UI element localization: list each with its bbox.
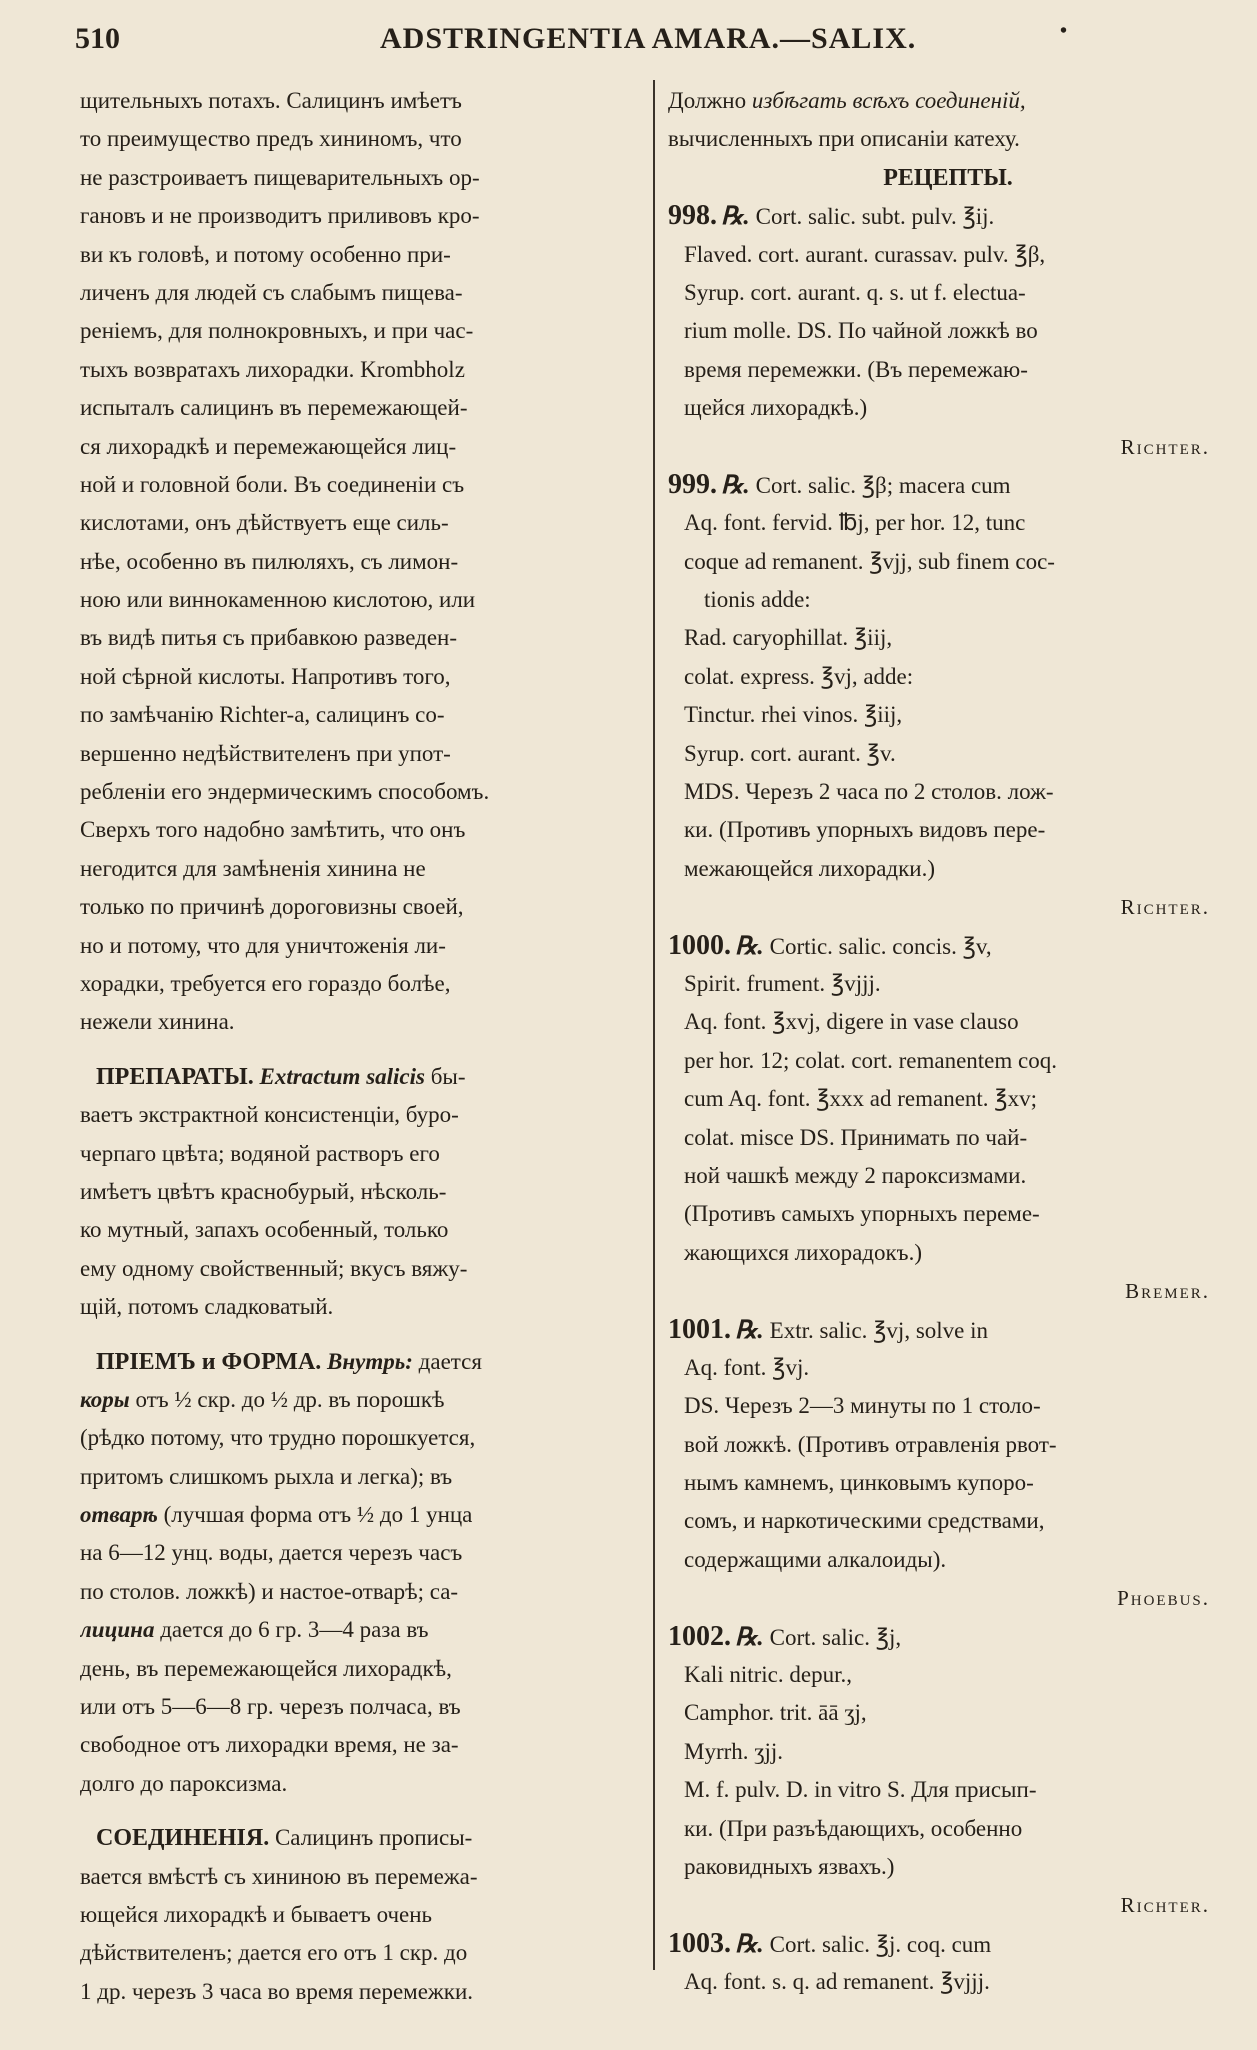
line-text: раковидныхъ язвахъ.) [684,1853,895,1879]
text-line [80,1765,640,1803]
text-line [668,1080,1228,1118]
recipe-number: 999. [668,468,717,500]
line-text: per hor. 12; colat. cort. remanentem coq. [684,1047,1057,1073]
text-line [80,120,640,158]
line-text: вычисленныхъ при описаніи катеху. [668,126,1020,152]
line-text: черпаго цвѣта; водяной растворъ его [80,1140,440,1166]
line-text: гановъ и не производитъ приливовъ кро- [80,203,480,229]
text-line [668,1502,1228,1540]
line-text: Cort. salic. ℥j, [769,1624,902,1650]
text-line [80,1496,640,1534]
text-line [668,1656,1228,1694]
line-text: tionis adde: [704,587,811,613]
line-text: Aq. font. ℥vj. [684,1354,810,1380]
line-text: ной чашкѣ между 2 пароксизмами. [684,1162,1027,1188]
text-line [80,1250,640,1288]
line-text: Flaved. cort. aurant. curassav. pulv. ℥β, [684,241,1046,267]
text-line [80,1819,640,1857]
text-line [80,658,640,696]
line-text: (рѣдко потому, что трудно порошкуется, [80,1425,476,1451]
text-line [668,773,1228,811]
line-text: день, въ перемежающейся лихорадкѣ, [80,1655,452,1681]
text-line [80,351,640,389]
recipe-symbol: ℞. [735,1316,764,1344]
running-title: ADSTRINGENTIA AMARA.—SALIX. [380,22,917,55]
text-line [80,1858,640,1896]
line-text: негодится для замѣненія хинина не [80,855,426,881]
line-text: ваетъ экстрактной консистенціи, буро- [80,1102,459,1128]
text-line [668,1733,1228,1771]
text-line [668,120,1228,158]
text-line [80,1573,640,1611]
line-text: M. f. pulv. D. in vitro S. Для присып- [684,1777,1037,1803]
text-line [80,543,640,581]
line-text: Kali nitric. depur., [684,1662,852,1688]
right-column [668,82,1228,2002]
line-text: DS. Черезъ 2—3 минуты по 1 столо- [684,1393,1041,1419]
line-text: свободное отъ лихорадки время, не за- [80,1732,459,1758]
text-line [80,1135,640,1173]
line-text: притомъ слишкомъ рыхла и легка); въ [80,1463,453,1489]
line-text: ки. (Противъ упорныхъ видовъ пере- [684,817,1046,843]
text-line [668,1810,1228,1848]
line-text: бы- [424,1063,466,1089]
recipe-symbol: ℞. [735,1930,764,1958]
line-text: ки. (При разъѣдающихъ, особенно [684,1815,1023,1841]
author-attribution [668,1272,1228,1310]
line-text: Syrup. cort. aurant. ℥v. [684,740,896,766]
line-text: или отъ 5—6—8 гр. черезъ полчаса, въ [80,1694,461,1720]
text-line [668,351,1228,389]
line-text: только по причинѣ дороговизны своей, [80,894,464,920]
text-line [668,389,1228,427]
line-text: въ видѣ питья съ прибавкою разведен- [80,625,458,651]
text-line [80,197,640,235]
column-rule [653,80,655,1970]
line-text: реніемъ, для полнокровныхъ, и при час- [80,318,474,344]
line-text: cum Aq. font. ℥xxx ad remanent. ℥xv; [684,1086,1037,1112]
text-line [668,1003,1228,1041]
line-text: (Противъ самыхъ упорныхъ переме- [684,1201,1040,1227]
recipe-line [668,197,1228,235]
author-attribution [668,428,1228,466]
line-text: Aq. font. s. q. ad remanent. ℥vjjj. [684,1969,990,1995]
text-line [668,696,1228,734]
text-line [668,1042,1228,1080]
text-line [668,1119,1228,1157]
line-text: 1 др. черезъ 3 часа во время перемежки. [80,1978,474,2004]
text-line [80,1688,640,1726]
text-line [80,1650,640,1688]
italic-text: лицина [80,1617,155,1643]
text-line [80,1003,640,1041]
italic-text: коры [80,1386,130,1412]
recipe-number: 1000. [668,929,731,961]
line-text: нымъ камнемъ, цинковымъ купоро- [684,1470,1034,1496]
line-text: вершенно недѣйствителенъ при упот- [80,740,451,766]
line-text: сомъ, и наркотическими средствами, [684,1508,1045,1534]
italic-text: Extractum salicis [259,1063,425,1089]
text-line [80,811,640,849]
running-header [75,14,1202,64]
text-line [80,1211,640,1249]
text-line [668,236,1228,274]
text-line [80,1096,640,1134]
recipe-line [668,1925,1228,1963]
line-text: вой ложкѣ. (Противъ отравленія рвот- [684,1431,1057,1457]
line-text: хорадки, требуется его гораздо болѣе, [80,970,451,996]
text-line [668,619,1228,657]
recipe-line [668,1311,1228,1349]
line-text: отъ ½ скр. до ½ др. въ порошкѣ [129,1386,445,1412]
line-text: межающейся лихорадки.) [684,855,936,881]
text-line [80,1288,640,1326]
line-text: щительныхъ потахъ. Салицинъ имѣетъ [80,88,462,113]
line-text: Extr. salic. ℥vj, solve in [769,1317,989,1343]
recipe-symbol: ℞. [721,203,750,231]
line-text: дается до 6 гр. 3—4 раза въ [154,1617,429,1643]
author-attribution [668,1579,1228,1617]
text-line [80,696,640,734]
text-line [80,927,640,965]
author-attribution [668,888,1228,926]
line-text: coque ad remanent. ℥vjj, sub finem coc- [684,548,1055,574]
line-text: Aq. font. fervid. ℔j, per hor. 12, tunc [684,510,1026,536]
line-text: Cort. salic. ℥j. coq. cum [769,1931,992,1957]
line-text: дается [412,1348,482,1374]
left-column [80,82,640,2011]
author-name: Richter. [1120,895,1210,920]
text-line [668,581,1228,619]
text-line [80,1343,640,1381]
text-line [80,1419,640,1457]
text-line [80,735,640,773]
line-text: на 6—12 унц. воды, дается черезъ часъ [80,1540,463,1566]
author-name: Richter. [1120,434,1210,459]
author-attribution [668,1886,1228,1924]
line-text: ви къ головѣ, и потому особенно при- [80,241,451,267]
text-line [80,773,640,811]
line-text: Tinctur. rhei vinos. ℥iij, [684,702,903,728]
line-text: личенъ для людей съ слабымъ пищева- [80,279,463,305]
italic-text: Внутрь: [327,1348,413,1374]
recipe-number: 998. [668,200,717,232]
line-text: Spirit. frument. ℥vjjj. [684,970,881,996]
text-line [80,504,640,542]
text-line [80,1458,640,1496]
line-text: Должно [668,88,752,113]
text-line [80,1896,640,1934]
line-text: colat. express. ℥vj, adde: [684,663,914,689]
line-text: не разстроиваетъ пищеварительныхъ ор- [80,164,480,190]
text-line [80,581,640,619]
line-text: ребленіи его эндермическимъ способомъ. [80,779,490,805]
text-line [80,236,640,274]
text-line [668,543,1228,581]
line-text: rium molle. DS. По чайной ложкѣ во [684,318,1038,344]
text-line [80,965,640,1003]
recipe-line [668,466,1228,504]
text-line [668,1541,1228,1579]
text-line [80,312,640,350]
line-text: по замѣчанію Richter-а, салицинъ со- [80,702,445,728]
line-text: тыхъ возвратахъ лихорадки. Krombholz [80,356,465,382]
line-text: ему одному свойственный; вкусъ вяжу- [80,1255,468,1281]
line-text: ющейся лихорадкѣ и бываетъ очень [80,1901,433,1927]
text-line [668,312,1228,350]
text-line [80,1534,640,1572]
line-text: долго до пароксизма. [80,1770,288,1796]
line-text: Camphor. trit. āā ʒj, [684,1700,867,1726]
text-line [80,1934,640,1972]
line-text: содержащими алкалоиды). [684,1546,947,1572]
line-text: но и потому, что для уничтоженія ли- [80,932,446,958]
subsection-heading: СОЕДИНЕНІЯ. [96,1825,270,1852]
text-line [668,658,1228,696]
line-text: Cort. salic. subt. pulv. ℥ij. [755,204,995,230]
line-text: время перемежки. (Въ перемежаю- [684,356,1028,382]
line-text: ной сѣрной кислоты. Напротивъ того, [80,663,451,689]
line-text: нѣе, особенно въ пилюляхъ, съ лимон- [80,548,459,574]
text-line [80,159,640,197]
line-text: Aq. font. ℥xvj, digere in vase clauso [684,1009,1019,1035]
text-line [668,274,1228,312]
line-text: ною или виннокаменною кислотою, или [80,587,476,613]
line-text: Myrrh. ʒjj. [684,1738,784,1764]
line-text: (лучшая форма отъ ½ до 1 унца [157,1502,473,1528]
subsection-heading: ПРІЕМЪ и ФОРМА. [96,1348,322,1375]
text-line [80,82,640,120]
text-line [668,1234,1228,1272]
text-line [80,1973,640,2011]
text-line [668,1387,1228,1425]
italic-text: отварѣ [80,1502,158,1528]
recipe-symbol: ℞. [735,1623,764,1651]
line-text: щій, потомъ сладковатый. [80,1294,334,1320]
text-line [80,888,640,926]
line-text: по столов. ложкѣ) и настое-отварѣ; са- [80,1578,459,1604]
author-name: Richter. [1120,1893,1210,1918]
line-text: вается вмѣстѣ съ хининою въ перемежа- [80,1863,478,1889]
italic-text: избѣгать всѣхъ соединеній, [751,88,1026,113]
page-number: 510 [75,22,120,55]
line-text: Rad. caryophillat. ℥iij, [684,625,893,651]
text-line [668,811,1228,849]
recipe-line [668,1618,1228,1656]
recipe-line [668,927,1228,965]
text-line [80,1726,640,1764]
text-line [668,1963,1228,2001]
line-text: Cort. salic. ℥β; macera cum [755,472,1011,498]
line-text: ной и головной боли. Въ соединеніи съ [80,471,465,497]
text-line [668,1426,1228,1464]
recipe-number: 1003. [668,1927,731,1959]
line-text: кислотами, онъ дѣйствуетъ еще силь- [80,510,449,536]
text-line [668,1771,1228,1809]
text-line [80,1381,640,1419]
text-line [668,1349,1228,1387]
recipe-symbol: ℞. [721,471,750,499]
line-text: жающихся лихорадокъ.) [684,1239,922,1265]
line-text: то преимущество предъ хининомъ, что [80,126,462,152]
text-line [80,619,640,657]
text-line [80,274,640,312]
line-text: дѣйствителенъ; дается его отъ 1 скр. до [80,1940,468,1966]
header-mark: • [1059,20,1067,42]
line-text: colat. misce DS. Принимать по чай- [684,1124,1028,1150]
text-line [80,1173,640,1211]
paragraph-gap [80,1327,640,1343]
line-text: Cortic. salic. concis. ℥v, [769,933,992,959]
line-text: Сверхъ того надобно замѣтить, что онъ [80,817,466,843]
line-text: щейся лихорадкѣ.) [684,395,868,421]
text-line [668,1694,1228,1732]
text-line [668,735,1228,773]
text-line [668,850,1228,888]
paragraph-gap [80,1042,640,1058]
recipe-number: 1001. [668,1313,731,1345]
text-line [80,1611,640,1649]
text-line [80,466,640,504]
text-line [80,428,640,466]
line-text: ся лихорадкѣ и перемежающейся лиц- [80,433,457,459]
line-text: ко мутный, запахъ особенный, только [80,1217,449,1243]
section-heading [668,159,1228,197]
line-text: Syrup. cort. aurant. q. s. ut f. electua- [684,279,1026,305]
line-text: MDS. Черезъ 2 часа по 2 столов. лож- [684,779,1054,805]
text-line [668,1464,1228,1502]
section-heading-text: РЕЦЕПТЫ. [883,164,1013,191]
author-name: Bremer. [1125,1279,1210,1304]
line-text: испыталъ салицинъ въ перемежающей- [80,395,468,421]
text-line [668,1157,1228,1195]
text-line [80,1058,640,1096]
paragraph-gap [80,1803,640,1819]
line-text: имѣетъ цвѣтъ краснобурый, нѣсколь- [80,1178,447,1204]
text-line [80,389,640,427]
line-text: Салицинъ прописы- [269,1825,473,1851]
recipe-symbol: ℞. [735,932,764,960]
text-line [668,1195,1228,1233]
recipe-number: 1002. [668,1620,731,1652]
author-name: Phoebus. [1117,1586,1210,1611]
text-line [668,965,1228,1003]
subsection-heading: ПРЕПАРАТЫ. [96,1063,254,1090]
text-line [80,850,640,888]
text-line [668,82,1228,120]
line-text: нежели хинина. [80,1009,235,1035]
text-line [668,1848,1228,1886]
text-line [668,504,1228,542]
